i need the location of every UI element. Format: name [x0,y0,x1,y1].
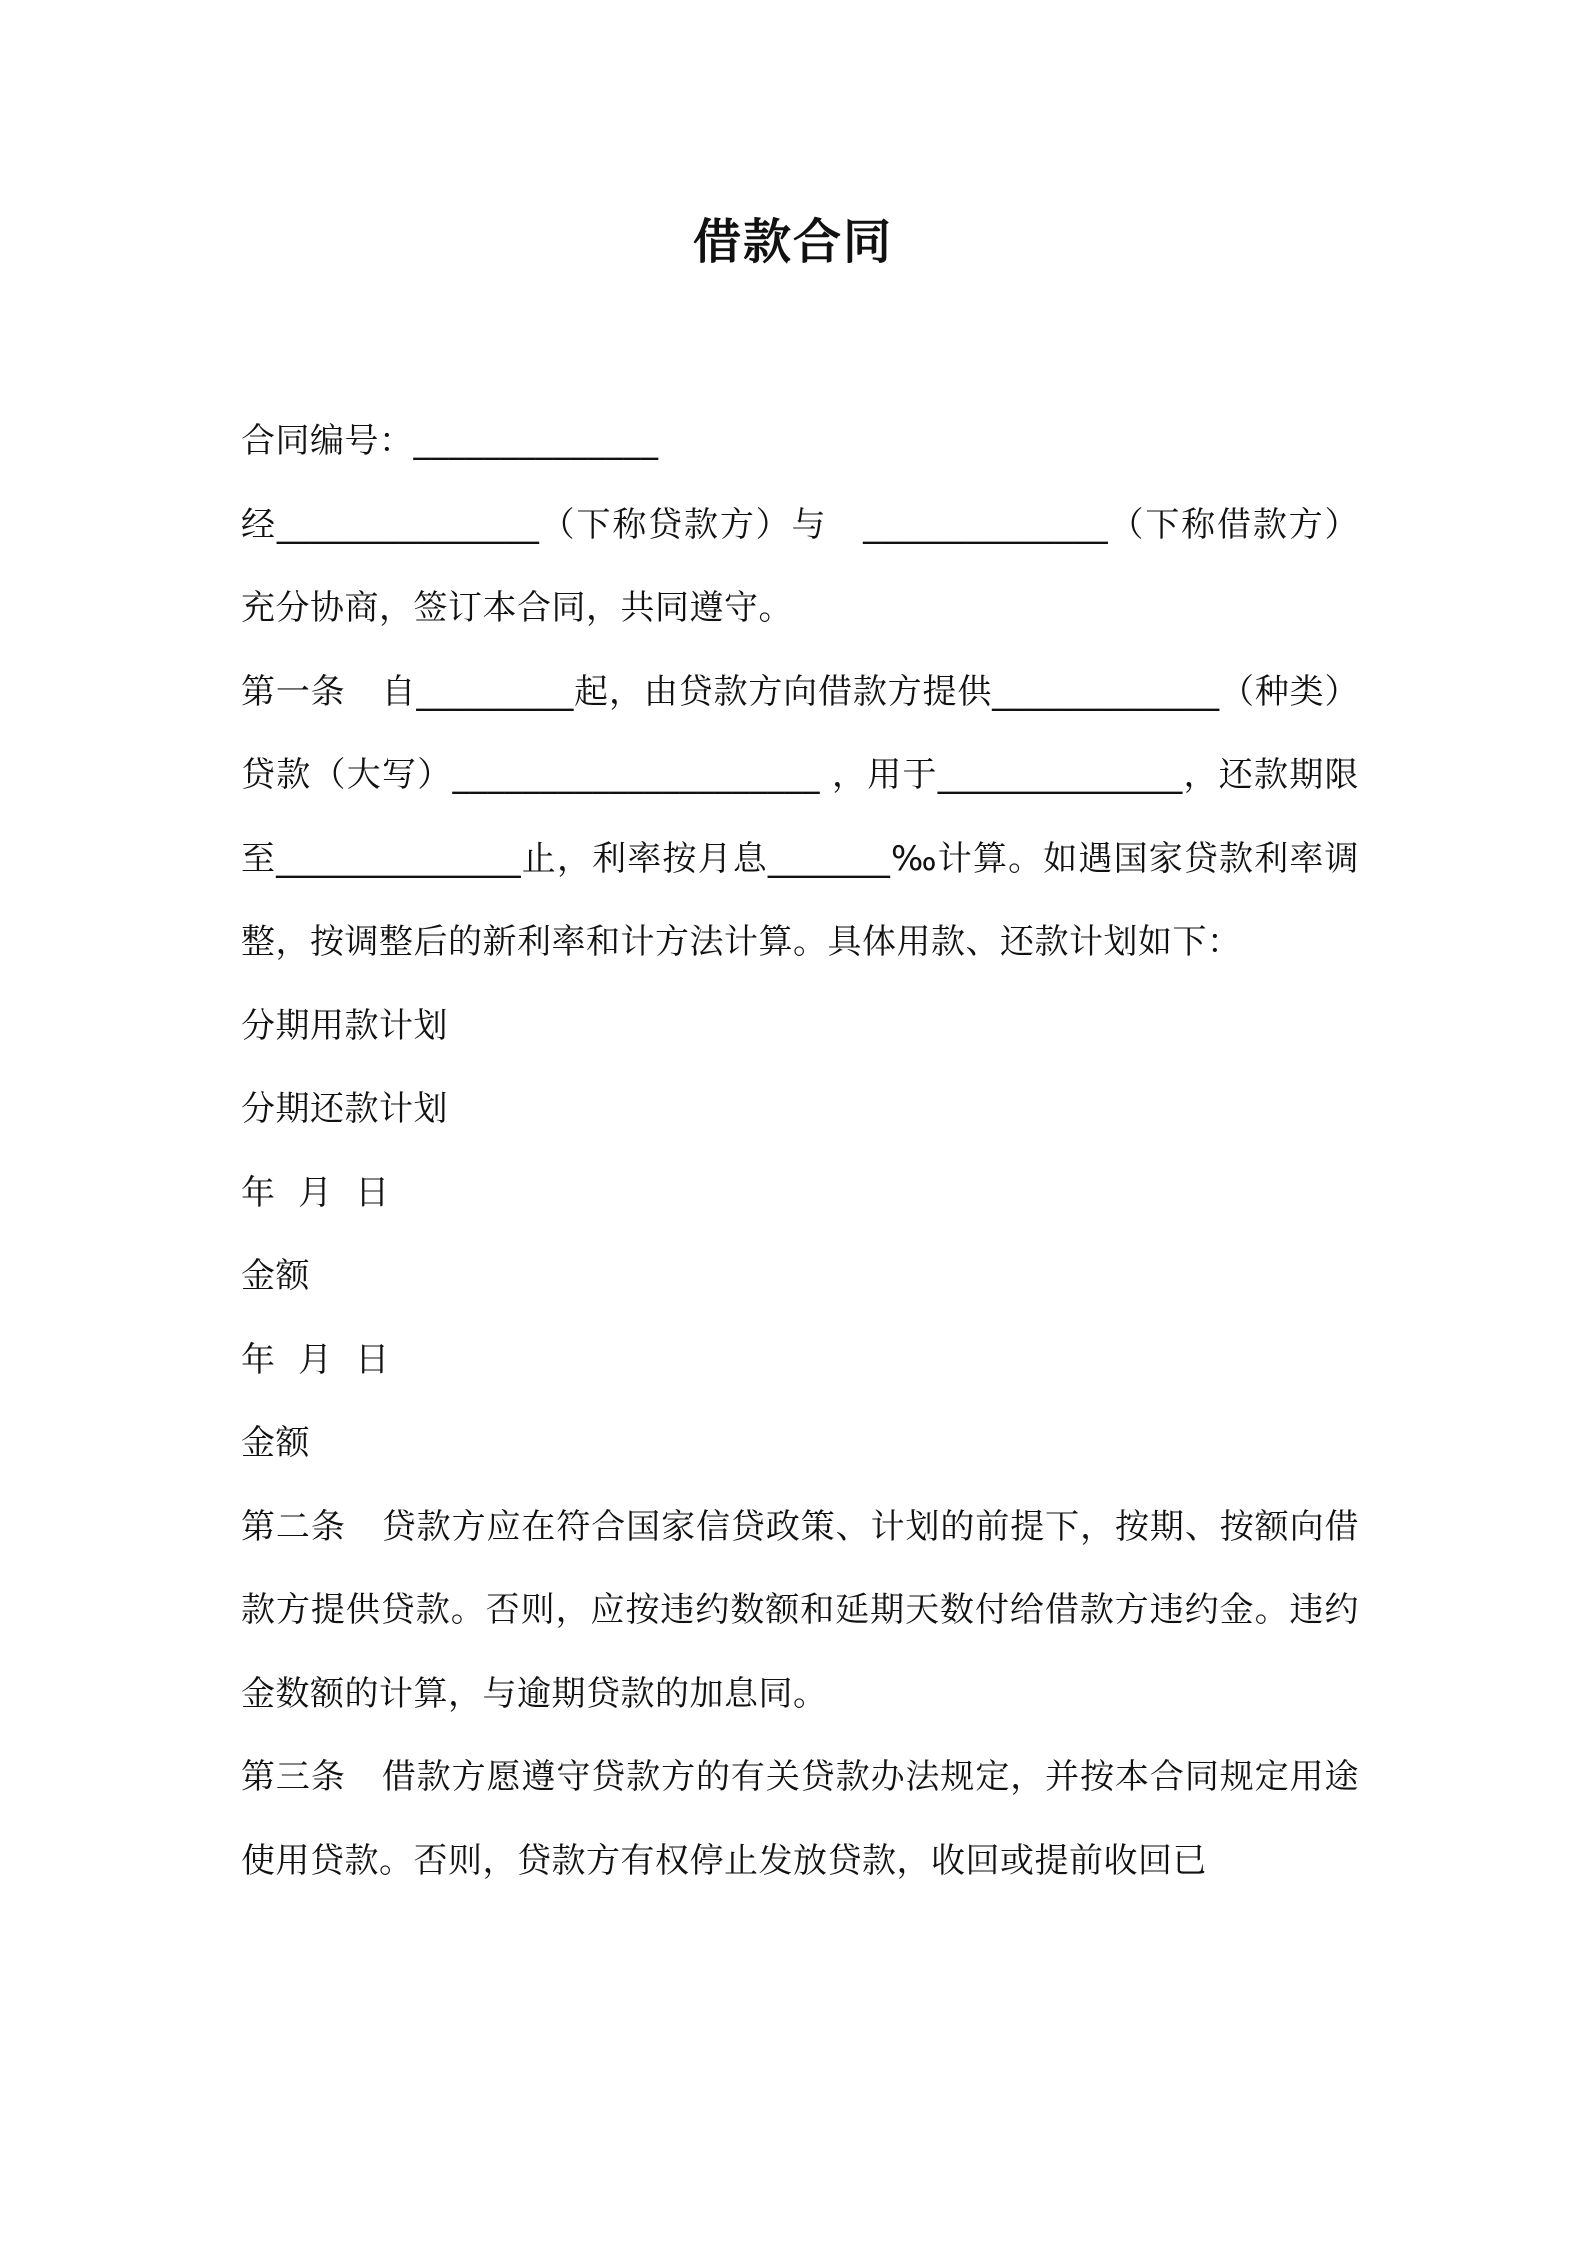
article-3-heading: 第三条 [241,1757,346,1797]
article-1-heading: 第一条 [241,671,346,712]
article-3-paragraph [241,1736,1359,1903]
preamble-paragraph: 经_______________（下称贷款方）与 ______________（下称借款方）充分协商，签订本合同，共同遵守。 [241,504,1359,628]
contract-number-line: 合同编号：______________ [241,421,659,461]
installment-repay-plan-line: 分期还款计划 [241,1089,448,1129]
date-row-1: 年 月 日 [241,1172,390,1213]
installment-use-plan-line: 分期用款计划 [241,1005,448,1046]
article-2-paragraph [241,1486,1359,1737]
article-1-text: 自_________起，由贷款方向借款方提供_____________（种类）贷款（大写）_____________________ ，用于______________，还款期限至______________止，利率按月息_______‰计算。如遇国家贷款利率调整，按调整后的新利率和计方法计算。具体用款、还款计划如下： [241,671,1359,962]
article-3-text: 借款方愿遵守贷款方的有关贷款办法规定，并按本合同规定用途使用贷款。否则，贷款方有权停止发放贷款，收回或提前收回已 [241,1757,1359,1881]
article-2-text: 贷款方应在符合国家信贷政策、计划的前提下，按期、按额向借款方提供贷款。否则，应按违约数额和延期天数付给借款方违约金。违约金数额的计算，与逾期贷款的加息同。 [241,1506,1359,1714]
document-body [241,400,1359,1903]
amount-row-2: 金额 [241,1423,310,1463]
date-row-2: 年 月 日 [241,1339,390,1380]
document-title: 借款合同 [692,214,893,270]
amount-row-1: 金额 [241,1256,310,1296]
article-2-heading: 第二条 [241,1506,346,1547]
article-1-paragraph [241,651,1359,985]
